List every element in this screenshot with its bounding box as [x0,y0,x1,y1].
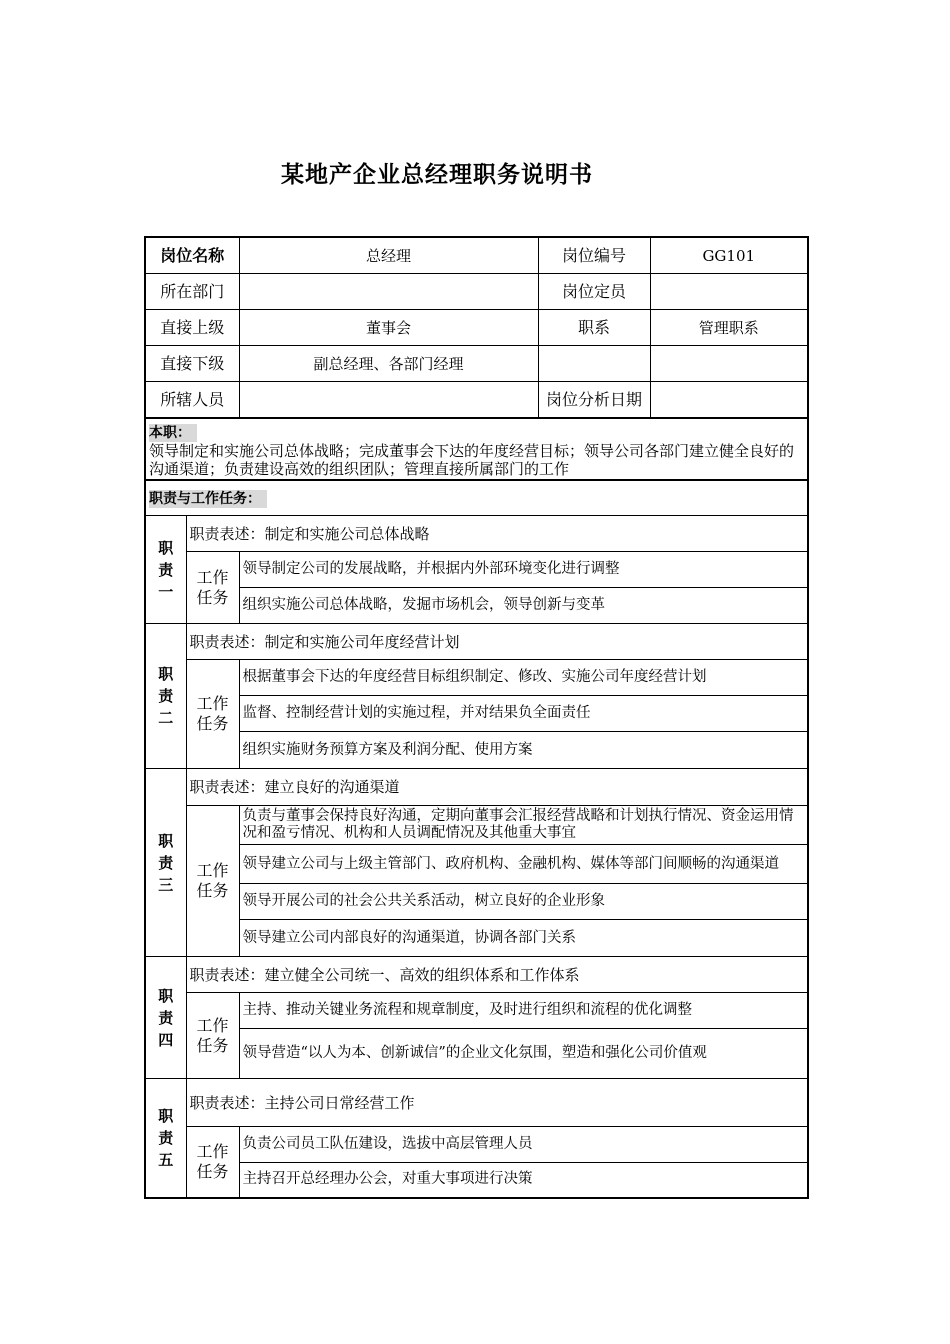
task-label: 工作 任务 [186,660,239,769]
position-name-label: 岗位名称 [145,237,239,274]
responsibility-description: 职责表述：建立健全公司统一、高效的组织体系和工作体系 [186,957,808,993]
task-item: 负责与董事会保持良好沟通，定期向董事会汇报经营战略和计划执行情况、资金运用情况和盈亏情况、机构和人员调配情况及其他重大事宜 [239,806,808,845]
task-label: 工作 任务 [186,552,239,624]
job-description-table [144,236,809,1199]
task-label: 工作 任务 [186,993,239,1079]
headcount-value [650,274,808,310]
managed-value [239,382,538,419]
job-summary-text: 领导制定和实施公司总体战略；完成董事会下达的年度经营目标；领导公司各部门建立健全良好的沟通渠道；负责建设高效的组织团队；管理直接所属部门的工作 [149,442,795,478]
task-item: 组织实施公司总体战略，发掘市场机会，领导创新与变革 [239,588,808,624]
subordinate-label: 直接下级 [145,346,239,382]
responsibility-description: 职责表述：制定和实施公司总体战略 [186,516,808,552]
task-item: 领导开展公司的社会公共关系活动，树立良好的企业形象 [239,884,808,920]
position-name-value: 总经理 [239,237,538,274]
superior-label: 直接上级 [145,310,239,346]
job-summary [145,418,808,480]
responsibility-description: 职责表述：建立良好的沟通渠道 [186,769,808,806]
subordinate-value: 副总经理、各部门经理 [239,346,538,382]
responsibility-label: 职 责 五 [145,1079,186,1198]
job-family-label: 职系 [538,310,650,346]
task-item: 领导建立公司内部良好的沟通渠道，协调各部门关系 [239,920,808,957]
job-summary-label: 本职： [149,424,197,442]
task-item: 主持召开总经理办公会，对重大事项进行决策 [239,1163,808,1198]
task-item: 组织实施财务预算方案及利润分配、使用方案 [239,732,808,769]
position-code-value: GG101 [650,237,808,274]
task-item: 根据董事会下达的年度经营目标组织制定、修改、实施公司年度经营计划 [239,660,808,696]
responsibility-description: 职责表述：主持公司日常经营工作 [186,1079,808,1127]
task-label: 工作 任务 [186,1127,239,1198]
responsibility-label: 职 责 四 [145,957,186,1079]
task-item: 监督、控制经营计划的实施过程，并对结果负全面责任 [239,696,808,732]
job-family-value: 管理职系 [650,310,808,346]
department-value [239,274,538,310]
responsibility-description: 职责表述：制定和实施公司年度经营计划 [186,624,808,660]
document-title: 某地产企业总经理职务说明书 [281,162,593,188]
empty-cell [538,346,650,382]
task-item: 负责公司员工队伍建设，选拔中高层管理人员 [239,1127,808,1163]
task-item: 领导营造“以人为本、创新诚信”的企业文化氛围，塑造和强化公司价值观 [239,1029,808,1079]
analysis-date-value [650,382,808,419]
task-item: 领导制定公司的发展战略，并根据内外部环境变化进行调整 [239,552,808,588]
department-label: 所在部门 [145,274,239,310]
duties-header [145,480,808,516]
managed-label: 所辖人员 [145,382,239,419]
superior-value: 董事会 [239,310,538,346]
duties-label: 职责与工作任务： [149,490,267,508]
task-item: 主持、推动关键业务流程和规章制度，及时进行组织和流程的优化调整 [239,993,808,1029]
responsibility-label: 职 责 二 [145,624,186,769]
position-code-label: 岗位编号 [538,237,650,274]
responsibility-label: 职 责 三 [145,769,186,957]
task-label: 工作 任务 [186,806,239,957]
analysis-date-label: 岗位分析日期 [538,382,650,419]
responsibility-label: 职 责 一 [145,516,186,624]
headcount-label: 岗位定员 [538,274,650,310]
task-item: 领导建立公司与上级主管部门、政府机构、金融机构、媒体等部门间顺畅的沟通渠道 [239,845,808,884]
empty-cell [650,346,808,382]
